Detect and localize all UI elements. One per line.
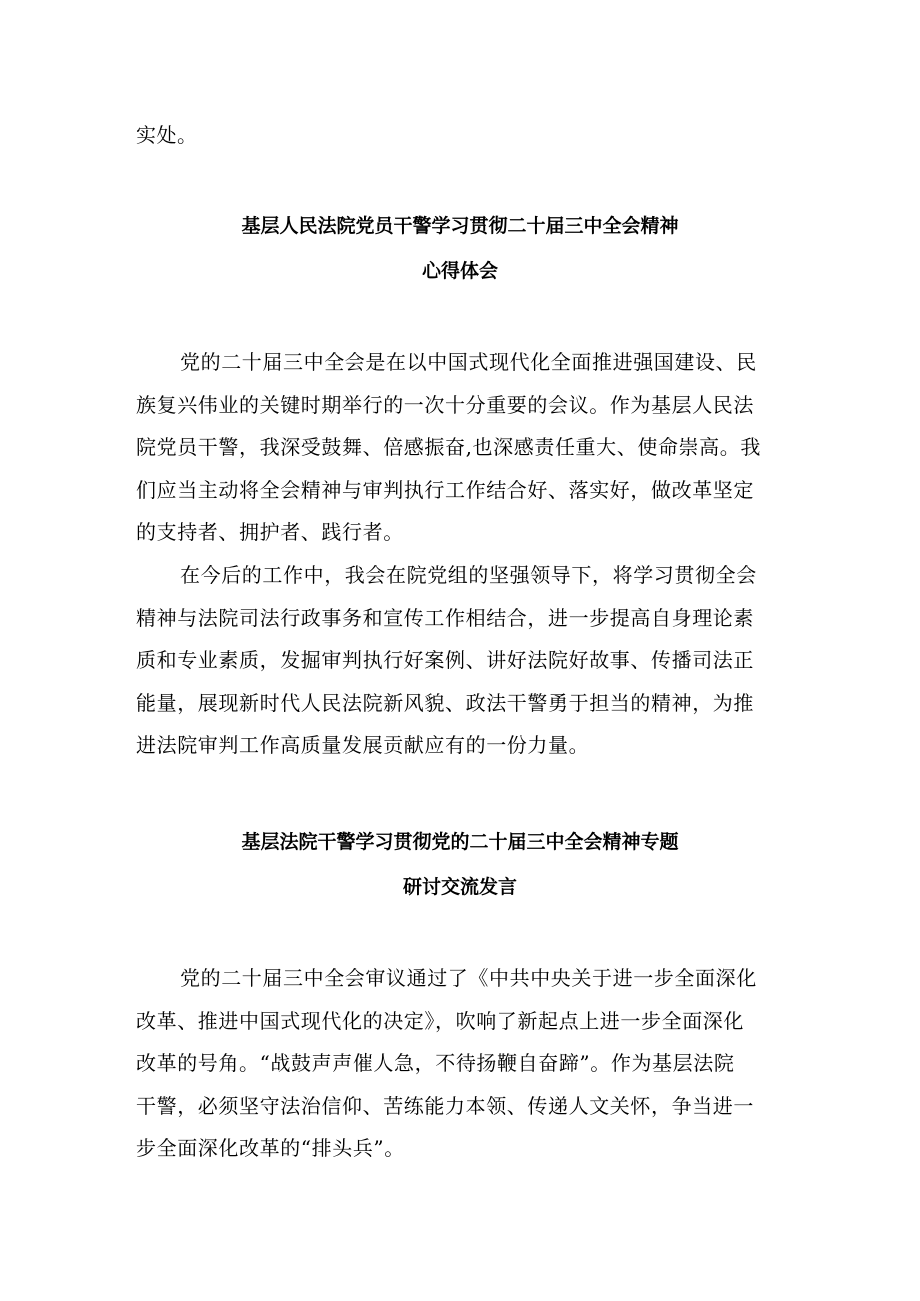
paragraph-line: 改革的号角。“战鼓声声催人急，不待扬鞭自奋蹄”。作为基层法院 (136, 1051, 735, 1075)
paragraph-line: 干警，必须坚守法治信仰、苦练能力本领、传递人文关怀，争当进一 (136, 1093, 754, 1118)
paragraph-line: 在今后的工作中，我会在院党组的坚强领导下，将学习贯彻全会 (180, 563, 757, 587)
paragraph-line: 们应当主动将全会精神与审判执行工作结合好、落实好，做改革坚定 (136, 477, 754, 502)
section2-title-line1: 基层法院干警学习贯彻党的二十届三中全会精神专题 (241, 831, 679, 853)
section1-paragraph1 (136, 341, 796, 554)
paragraph-line: 的支持者、拥护者、践行者。 (136, 520, 404, 544)
section1-paragraph2 (136, 554, 796, 767)
section2-title-line2: 研讨交流发言 (402, 876, 517, 898)
paragraph-line: 党的二十届三中全会是在以中国式现代化全面推进强国建设、民 (180, 350, 757, 374)
paragraph-line: 步全面深化改革的“排头兵”。 (136, 1136, 405, 1160)
paragraph-line: 能量，展现新时代人民法院新风貌、政法干警勇于担当的精神，为推 (136, 690, 754, 715)
paragraph-line: 改革、推进中国式现代化的决定》，吹响了新起点上进一步全面深化 (136, 1008, 744, 1033)
paragraph-line: 院党员干警，我深受鼓舞、倍感振奋,也深感责任重大、使命崇高。我 (136, 435, 761, 459)
paragraph-line: 质和专业素质，发掘审判执行好案例、讲好法院好故事、传播司法正 (136, 648, 754, 672)
paragraph-line: 进法院审判工作高质量发展贡献应有的一份力量。 (136, 733, 590, 757)
section2-paragraph1 (136, 957, 796, 1170)
section1-title-line1: 基层人民法院党员干警学习贯彻二十届三中全会精神 (241, 215, 679, 237)
paragraph-line: 族复兴伟业的关键时期举行的一次十分重要的会议。作为基层人民法 (136, 392, 754, 417)
paragraph-line: 精神与法院司法行政事务和宣传工作相结合，进一步提高自身理论素 (136, 605, 754, 630)
paragraph-line: 党的二十届三中全会审议通过了《中共中央关于进一步全面深化 (180, 966, 757, 990)
top-fragment-text: 实处。 (136, 123, 198, 147)
section1-title-line2: 心得体会 (421, 260, 498, 282)
